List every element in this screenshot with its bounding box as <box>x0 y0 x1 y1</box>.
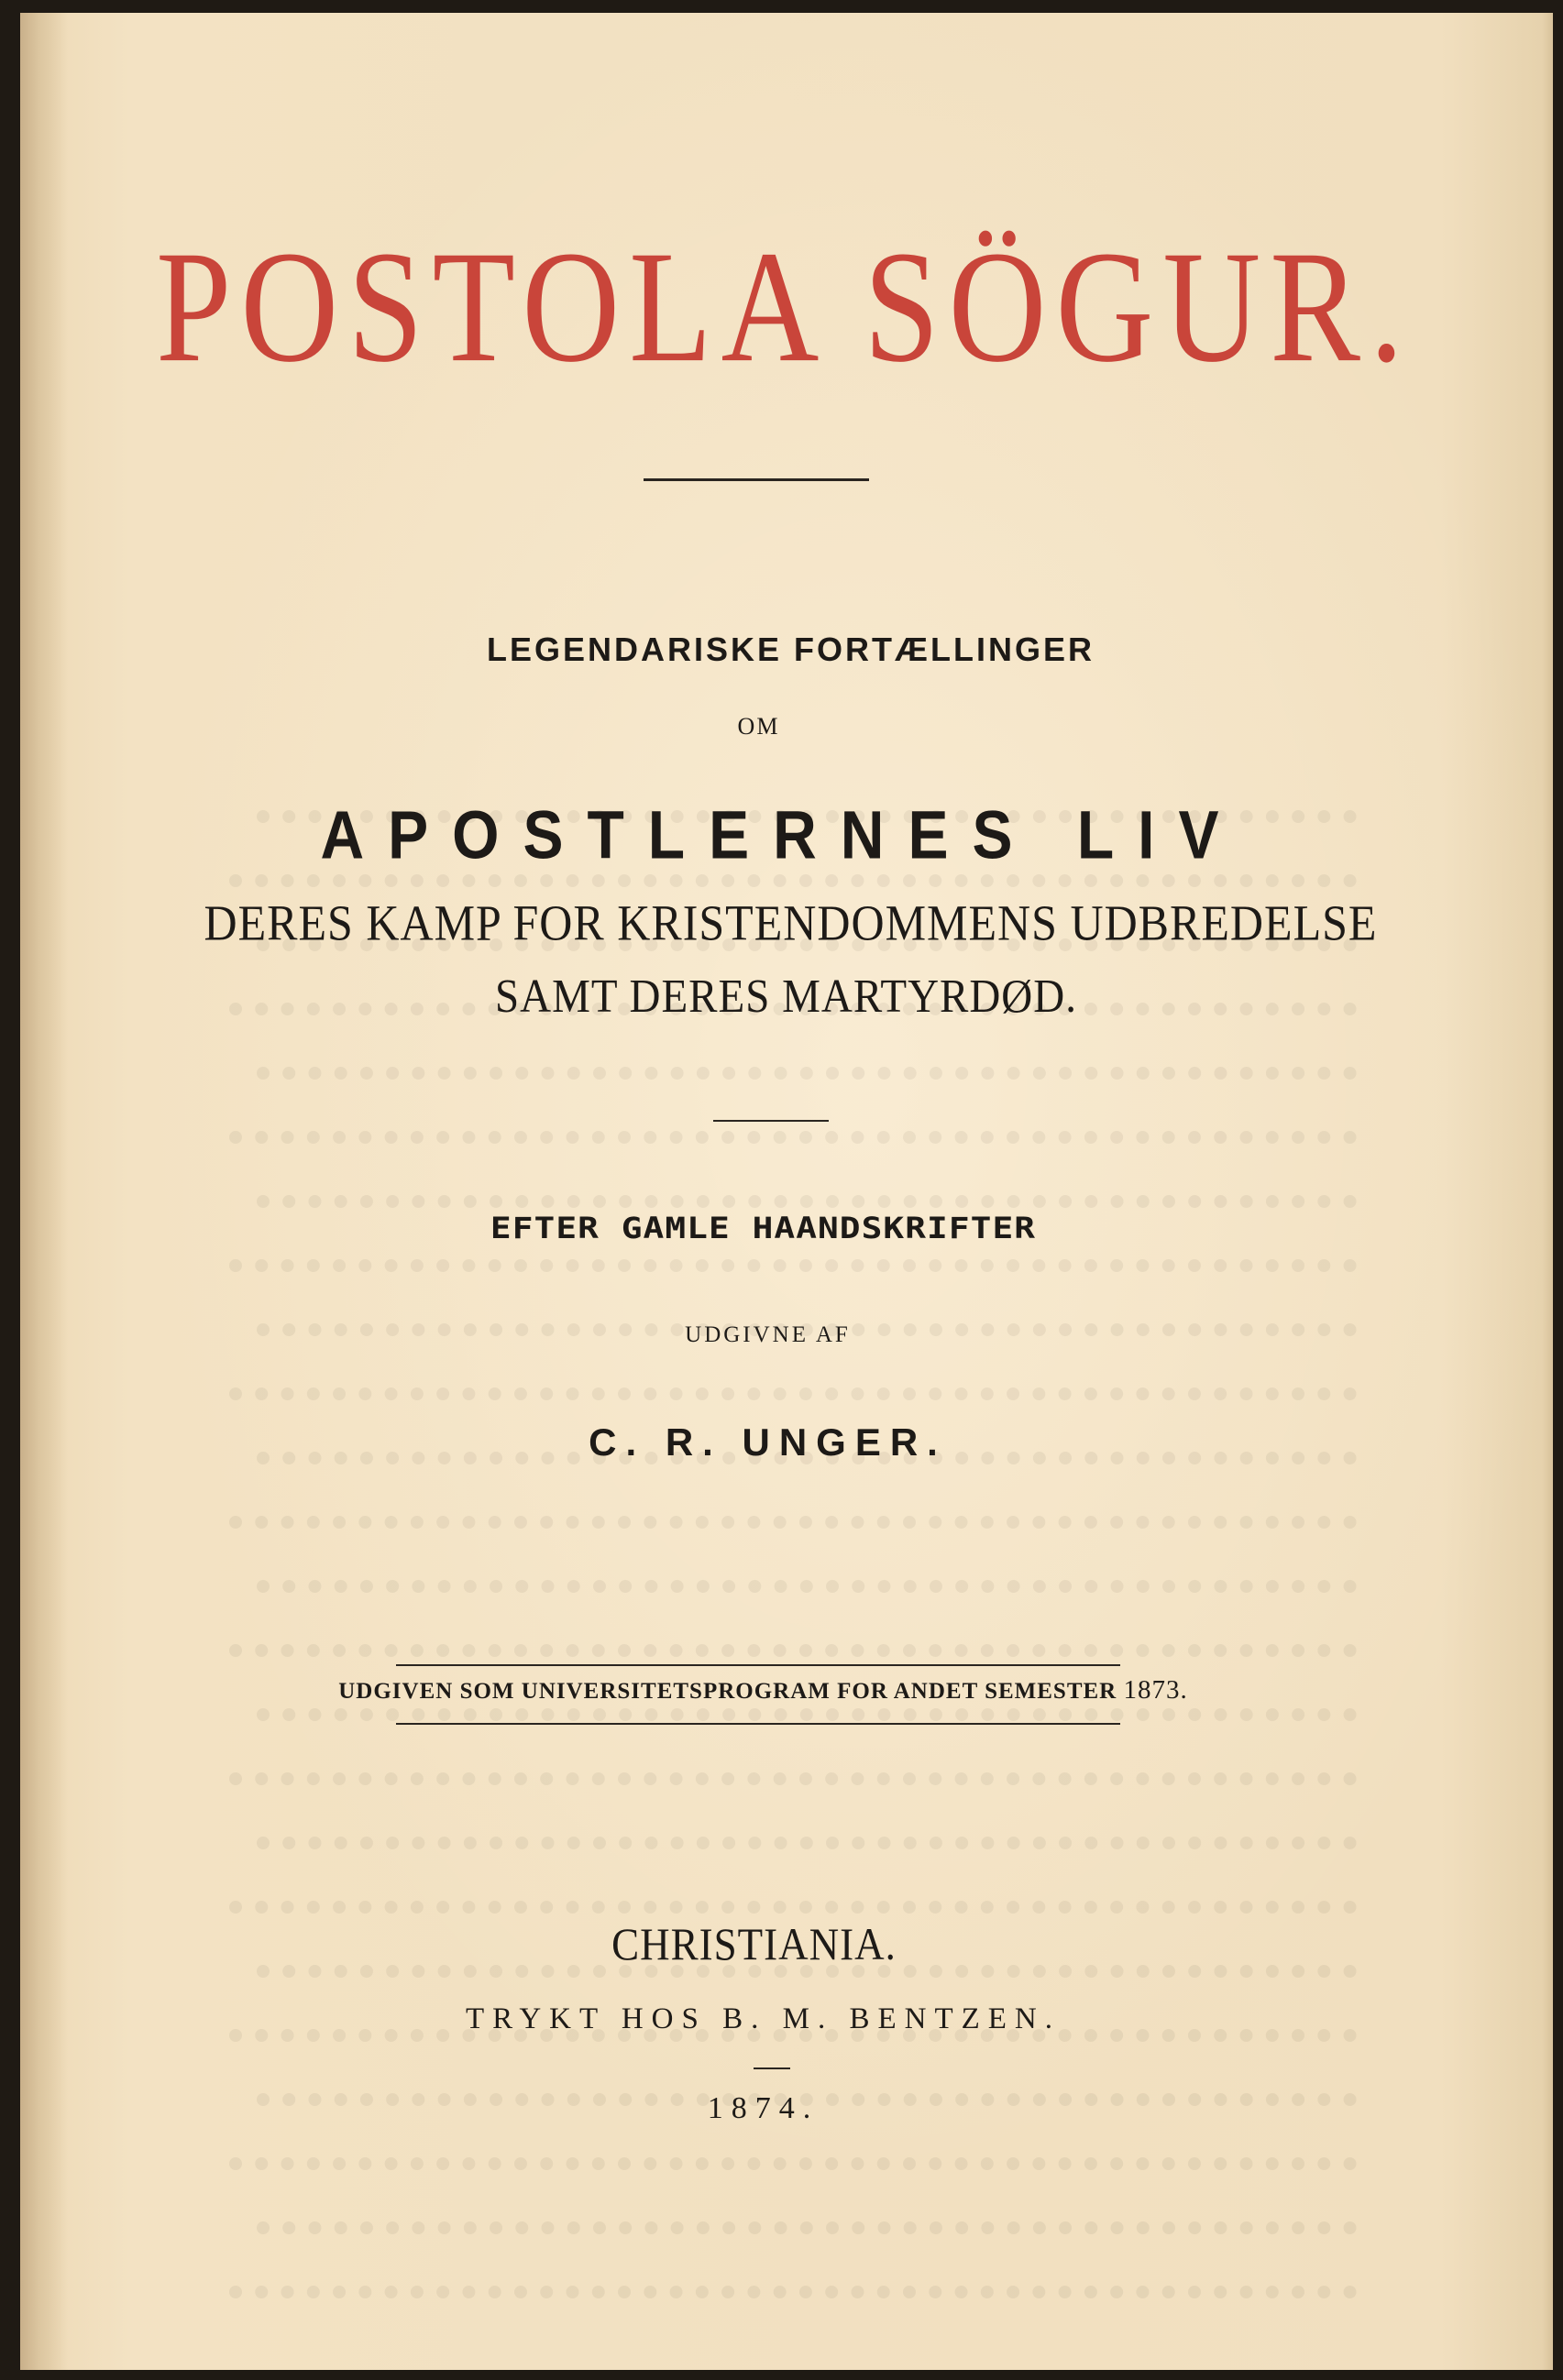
short-rule <box>713 1120 829 1122</box>
main-title: POSTOLA SÖGUR. <box>156 218 1413 397</box>
program-rule-bottom <box>396 1723 1120 1725</box>
program-rule-top <box>396 1664 1120 1666</box>
program-text: UDGIVEN SOM UNIVERSITETSPROGRAM FOR ANDET SEMESTER <box>338 1679 1117 1704</box>
program-year: 1873. <box>1123 1675 1188 1705</box>
source-line: EFTER GAMLE HAANDSKRIFTER <box>490 1212 1037 1245</box>
title-rule <box>644 478 869 481</box>
place-of-publication: CHRISTIANIA. <box>611 1919 897 1970</box>
connector-word: OM <box>737 713 780 740</box>
subheading-line-1: DERES KAMP FOR KRISTENDOMMENS UDBREDELSE <box>204 894 1378 951</box>
year-rule <box>754 2067 790 2069</box>
subtitle: LEGENDARISKE FORTÆLLINGER <box>486 631 1095 668</box>
printer-line: TRYKT HOS B. M. BENTZEN. <box>466 2002 1061 2035</box>
apostles-title: APOSTLERNES LIV <box>320 796 1243 872</box>
editor-intro: UDGIVNE AF <box>685 1322 851 1347</box>
subheading-line-2: SAMT DERES MARTYRDØD. <box>495 971 1077 1024</box>
program-statement <box>0 1675 1545 1705</box>
editor-name: C. R. UNGER. <box>589 1420 947 1464</box>
publication-year: 1874. <box>707 2091 820 2125</box>
